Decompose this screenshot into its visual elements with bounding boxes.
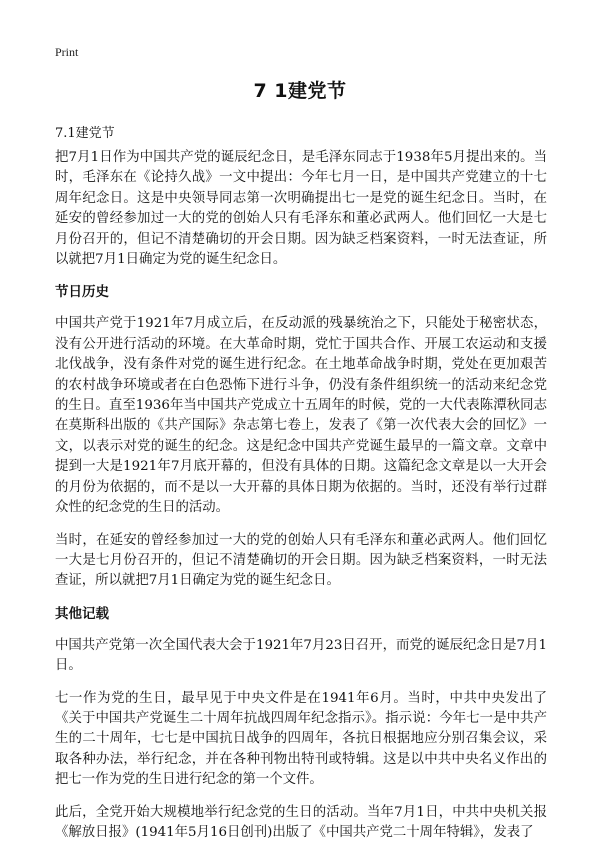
- page-title: 7 1建党节: [253, 80, 347, 102]
- section-history: [55, 282, 547, 591]
- paragraph: 中国共产党第一次全国代表大会于1921年7月23日召开，而党的诞辰纪念日是7月1日。: [55, 637, 547, 674]
- print-link[interactable]: Print: [55, 45, 79, 59]
- paragraph: 当时，在延安的曾经参加过一大的党的创始人只有毛泽东和董必武两人。他们回忆一大是七月份召开的，但记不清楚确切的开会日期。因为缺乏档案资料，一时无法查证，所以就把7月1日确定为党的诞生纪念日。: [55, 532, 547, 589]
- paragraph: 中国共产党于1921年7月成立后，在反动派的残暴统治之下，只能处于秘密状态，没有公开进行活动的环境。在大革命时期，党忙于国共合作、开展工农运动和支援北伐战争，没有条件对党的诞生进行纪念。在土地革命战争时期，党处在更加艰苦的农村战争环境或者在白色恐怖下进行斗争，仍没有条件组织统一的活动来纪念党的生日。直至1936年当中国共产党成立十五周年的时候，党的一大代表陈潭秋同志在莫斯科出版的《共产国际》杂志第七卷上，发表了《第一次代表大会的回忆》一文，以表示对党的诞生的纪念。这是纪念中国共产党诞生最早的一篇文章。文章中提到一大是1921年7月底开幕的，但没有具体的日期。这篇纪念文章是以一大开会的月份为依据的，而不是以一大开幕的具体日期为依据的。当时，还没有举行过群众性的纪念党的生日的活动。: [55, 316, 547, 516]
- paragraph: 七一作为党的生日，最早见于中央文件是在1941年6月。当时，中共中央发出了《关于中国共产党诞生二十周年抗战四周年纪念指示》。指示说：今年七一是中共产生的二十周年，七七是中国抗日战争的四周年，各抗日根据地应分别召集会议，采取各种办法，举行纪念，并在各种刊物出特刊或特辑。这是以中共中央名义作出的把七一作为党的生日进行纪念的第一个文件。: [55, 690, 547, 788]
- section-intro: [55, 148, 547, 270]
- section-heading: 节日历史: [55, 284, 109, 301]
- page-subtitle: 7.1建党节: [55, 126, 115, 141]
- paragraph: 此后，全党开始大规模地举行纪念党的生日的活动。当年7月1日，中共中央机关报《解放日报》(1941年5月16日创刊)出版了《中国共产党二十周年特辑》，发表了: [55, 804, 547, 840]
- section-heading: 其他记载: [55, 605, 109, 622]
- section-other-records: [55, 604, 547, 844]
- paragraph: 把7月1日作为中国共产党的诞辰纪念日，是毛泽东同志于1938年5月提出来的。当时，毛泽东在《论持久战》一文中提出：今年七月一日，是中国共产党建立的十七周年纪念日。这是中央领导同志第一次明确提出七一是党的诞生纪念日。当时，在延安的曾经参加过一大的党的创始人只有毛泽东和董必武两人。他们回忆一大是七月份召开的，但记不清楚确切的开会日期。因为缺乏档案资料，一时无法查证，所以就把7月1日确定为党的诞生纪念日。: [55, 150, 547, 268]
- article-body: [55, 148, 547, 855]
